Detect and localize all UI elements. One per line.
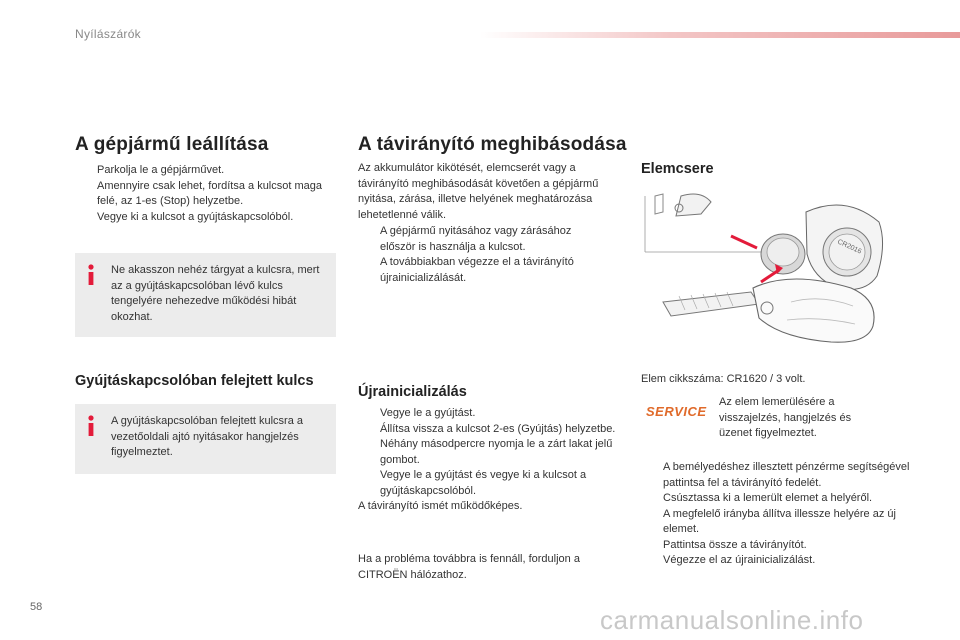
list-item: Parkolja le a gépjárművet. [97,164,225,176]
list-item: Vegye ki a kulcsot a gyújtáskapcsolóból. [97,210,294,223]
battery-change-steps [641,460,916,569]
info-note-forgotten-key [75,404,336,474]
note-text: Ne akasszon nehéz tárgyat a kulcsra, mert az a gyújtáskapcsolóban lévő kulcs tengelyére nehezedve működési hibát okozhat. [111,264,320,323]
list-item: Pattintsa össze a távirányítót. [663,538,807,551]
watermark: carmanualsonline.info [600,605,864,635]
info-note-heavy-objects [75,253,336,337]
remote-failure-steps [358,224,608,286]
header-bar [480,32,960,38]
section-title: Nyílászárók [75,27,141,41]
info-icon [83,414,99,438]
list-item: Vegye le a gyújtást. [380,407,476,419]
stop-vehicle-title: A gépjármű leállítása [75,134,269,155]
page-number: 58 [30,601,43,613]
stop-vehicle-steps [75,163,337,225]
reinit-result: A távirányító ismét működőképes. [358,500,523,512]
battery-change-title: Elemcsere [641,161,714,177]
reinit-steps [358,406,623,515]
note-text: A gyújtáskapcsolóban felejtett kulcsra a vezetőoldali ajtó nyitásakor hangjelzés figyelmeztet. [111,415,304,458]
remote-failure-intro: Az akkumulátor kikötését, elemcserét vagy a távirányító meghibásodását követően a gépjármű nyitása, zárása, illetve helyének meghatározása lehetetlenné válik. [358,162,599,221]
remote-failure-title: A távirányító meghibásodása [358,134,627,155]
battery-label: CR2016 [836,238,863,256]
list-item: Vegye le a gyújtást és vegye ki a kulcsot a gyújtáskapcsolóból. [380,469,587,497]
forgotten-key-title: Gyújtáskapcsolóban felejtett kulcs [75,373,314,389]
list-item: Néhány másodpercre nyomja le a zárt lakat jelű gombot. [380,438,613,466]
info-icon [83,263,99,287]
list-item: Állítsa vissza a kulcsot 2-es (Gyújtás) helyzetbe. [380,422,616,435]
contact-dealer-text: Ha a probléma továbbra is fennáll, forduljon a CITROËN hálózathoz. [358,553,580,581]
list-item: A továbbiakban végezze el a távirányító újrainicializálását. [380,256,574,284]
list-item: Amennyire csak lehet, fordítsa a kulcsot maga felé, az 1-es (Stop) helyzetbe. [97,179,322,207]
list-item: A bemélyedéshez illesztett pénzérme segítségével pattintsa fel a távirányító fedelét. [663,461,910,489]
list-item: Csúsztassa ki a lemerült elemet a helyéről. [663,492,873,504]
list-item: A megfelelő irányba állítva illessze helyére az új elemet. [663,507,896,535]
battery-part-number: Elem cikkszáma: CR1620 / 3 volt. [641,373,806,385]
reinit-title: Újrainicializálás [358,384,467,400]
list-item: A gépjármű nyitásához vagy zárásához először is használja a kulcsot. [380,225,572,253]
remote-battery-illustration [641,192,891,362]
service-warning-icon: SERVICE [646,404,707,419]
list-item: Végezze el az újrainicializálást. [663,554,816,566]
service-warning-text: Az elem lemerülésére a visszajelzés, hangjelzés és üzenet figyelmeztet. [719,396,852,439]
